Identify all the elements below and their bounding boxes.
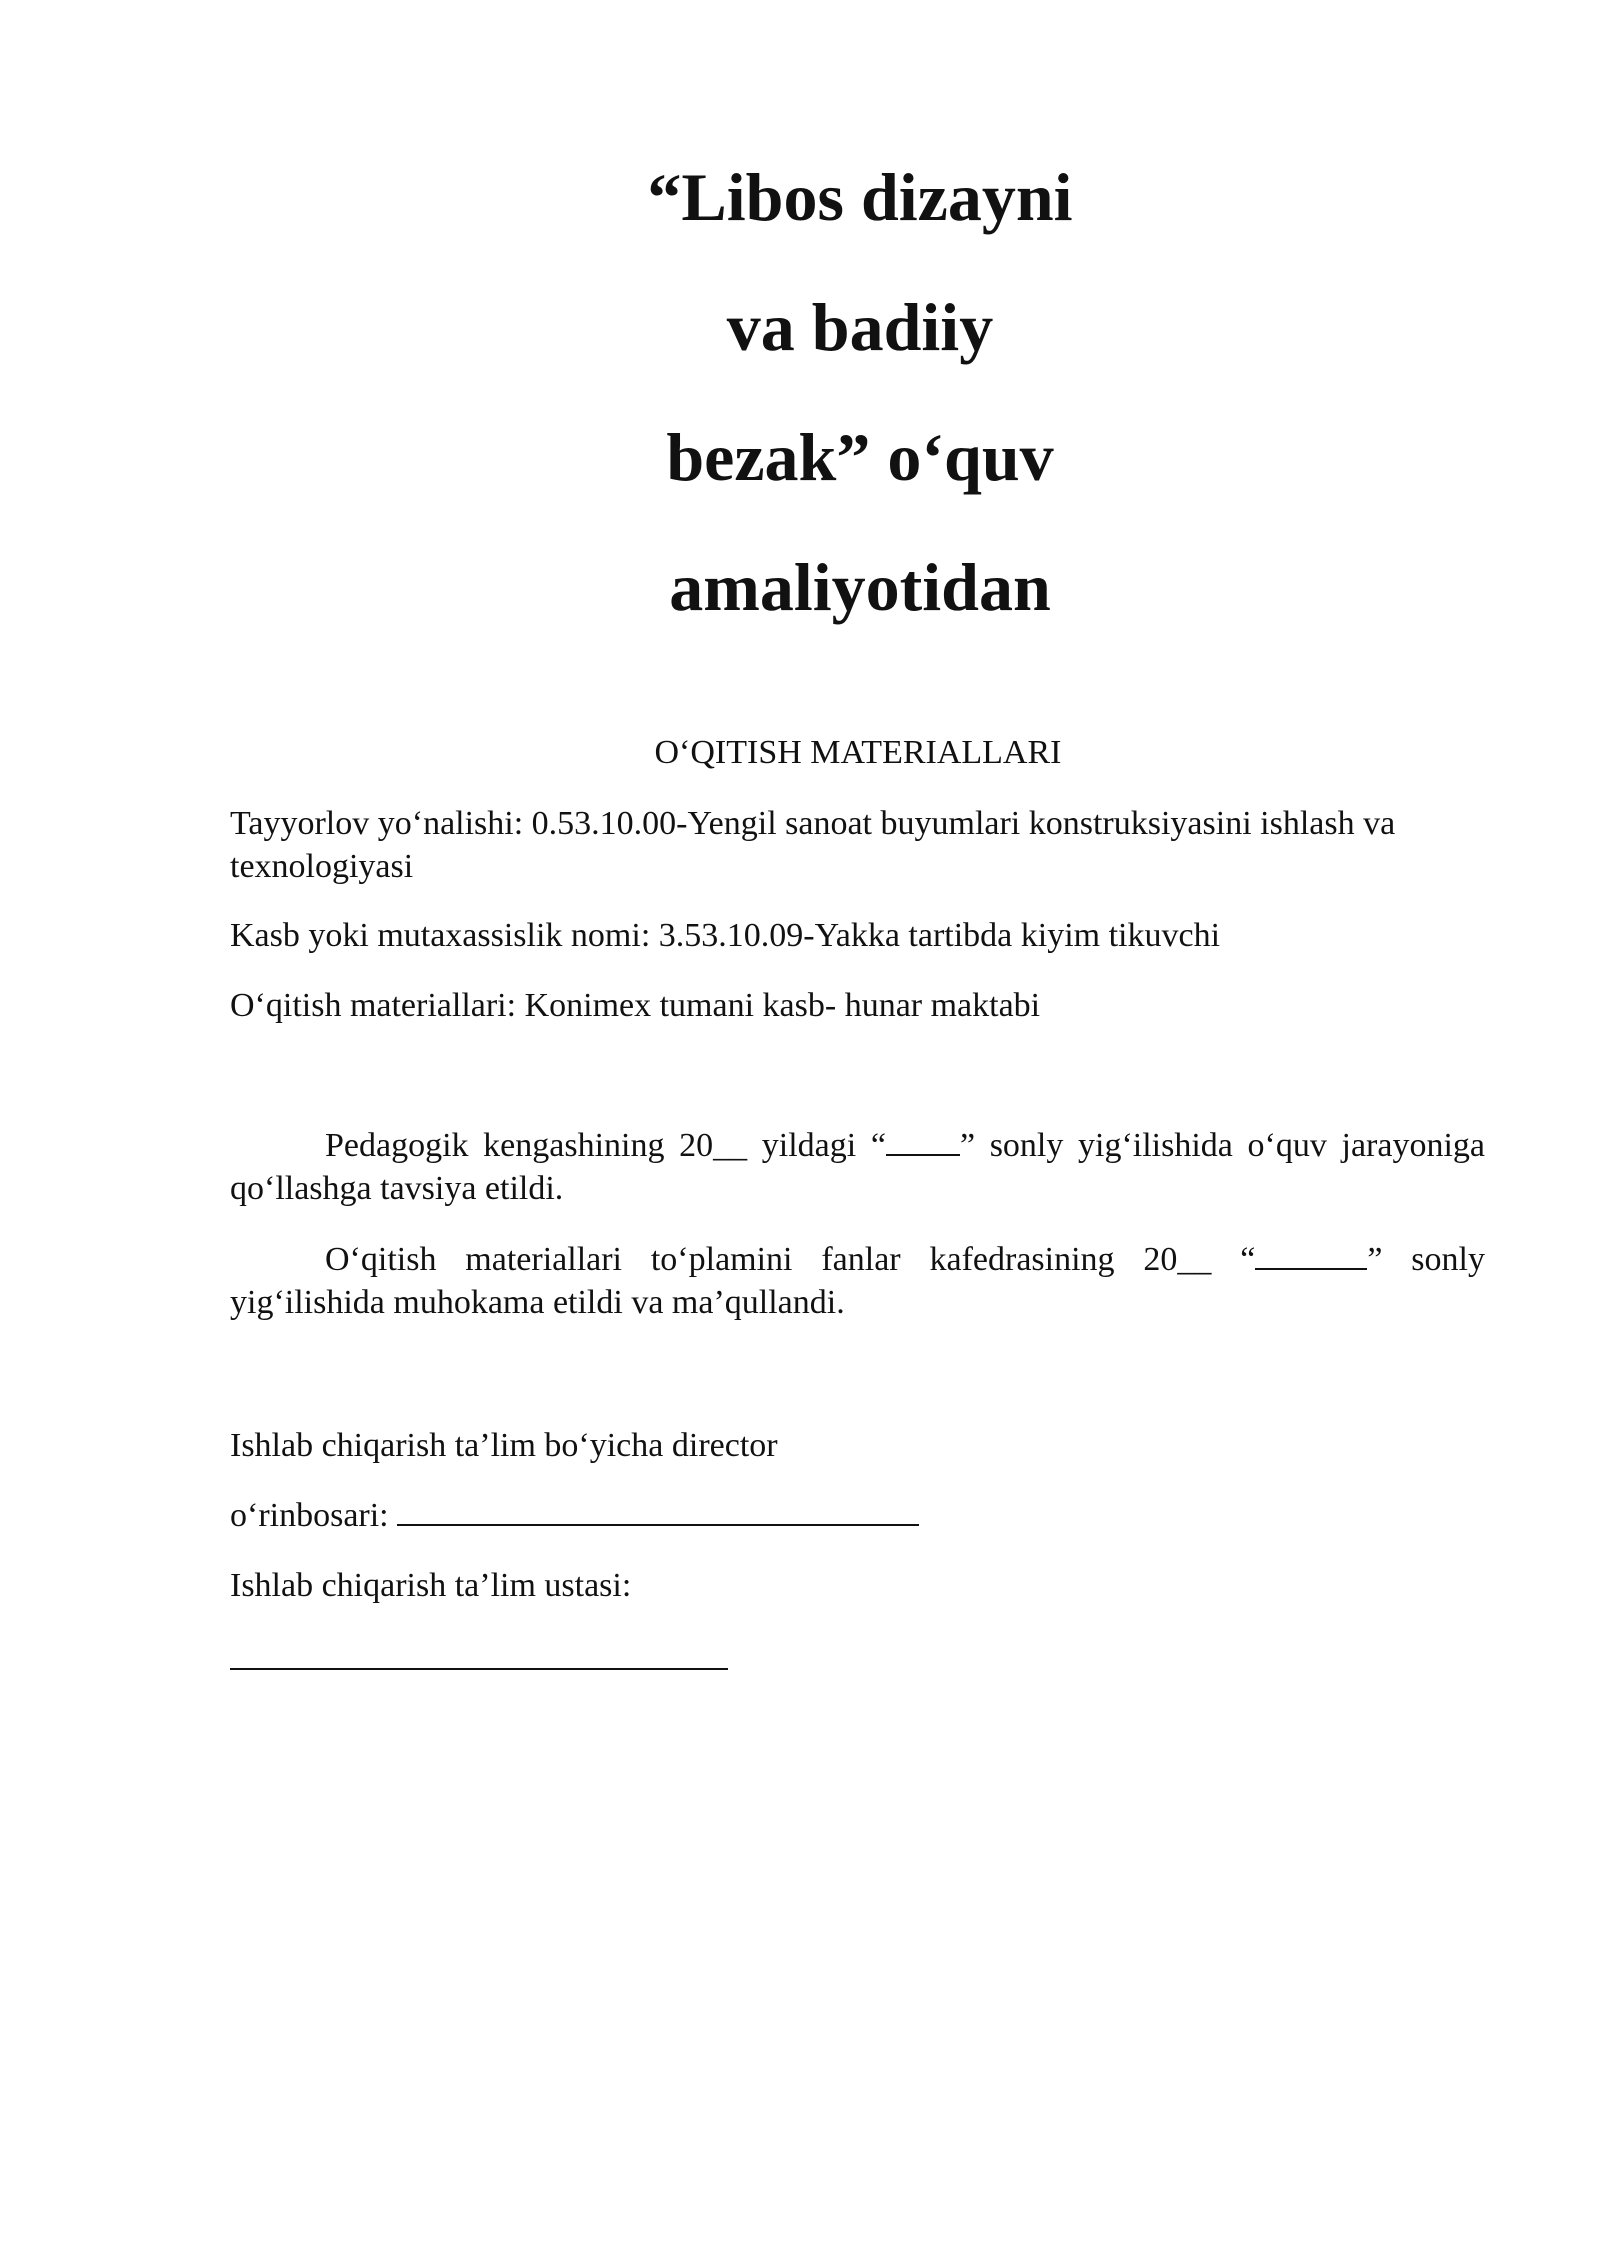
materials-field: O‘qitish materiallari: Konimex tumani kasb- hunar maktabi — [230, 987, 1041, 1024]
document-subtitle: O‘QITISH MATERIALLARI — [654, 734, 1062, 771]
deputy-signature — [230, 1494, 919, 1537]
council-text-start: Pedagogik kengashining 20__ yildagi “ — [325, 1127, 886, 1164]
department-text-start: O‘qitish materiallari to‘plamini fanlar kafedrasining 20__ “ — [325, 1241, 1256, 1278]
council-number-blank — [886, 1124, 960, 1156]
master-signature-line — [230, 1668, 728, 1670]
council-approval — [230, 1124, 1485, 1210]
profession-field: Kasb yoki mutaxassislik nomi: 3.53.10.09-Yakka tartibda kiyim tikuvchi — [230, 917, 1221, 954]
department-number-blank — [1255, 1238, 1367, 1270]
deputy-title: Ishlab chiqarish ta’lim bo‘yicha director — [230, 1427, 778, 1464]
department-approval — [230, 1238, 1485, 1324]
deputy-signature-line — [397, 1494, 919, 1526]
council-text-end: ” sonly yig‘ilishida o‘quv jarayoniga qo‘llashga tavsiya etildi. — [230, 1127, 1485, 1207]
document-title — [540, 132, 1180, 652]
department-text-end: ” sonly yig‘ilishida muhokama etildi va ma’qullandi. — [230, 1241, 1485, 1321]
title-line-4: amaliyotidan — [669, 549, 1051, 625]
title-line-2: va badiiy — [726, 289, 994, 365]
direction-field: Tayyorlov yo‘nalishi: 0.53.10.00-Yengil sanoat buyumlari konstruksiyasini ishlash va texnologiyasi — [230, 805, 1396, 885]
deputy-label: o‘rinbosari: — [230, 1497, 398, 1534]
master-label: Ishlab chiqarish ta’lim ustasi: — [230, 1567, 632, 1604]
title-line-1: “Libos dizayni — [647, 159, 1073, 235]
title-line-3: bezak” o‘quv — [666, 419, 1054, 495]
